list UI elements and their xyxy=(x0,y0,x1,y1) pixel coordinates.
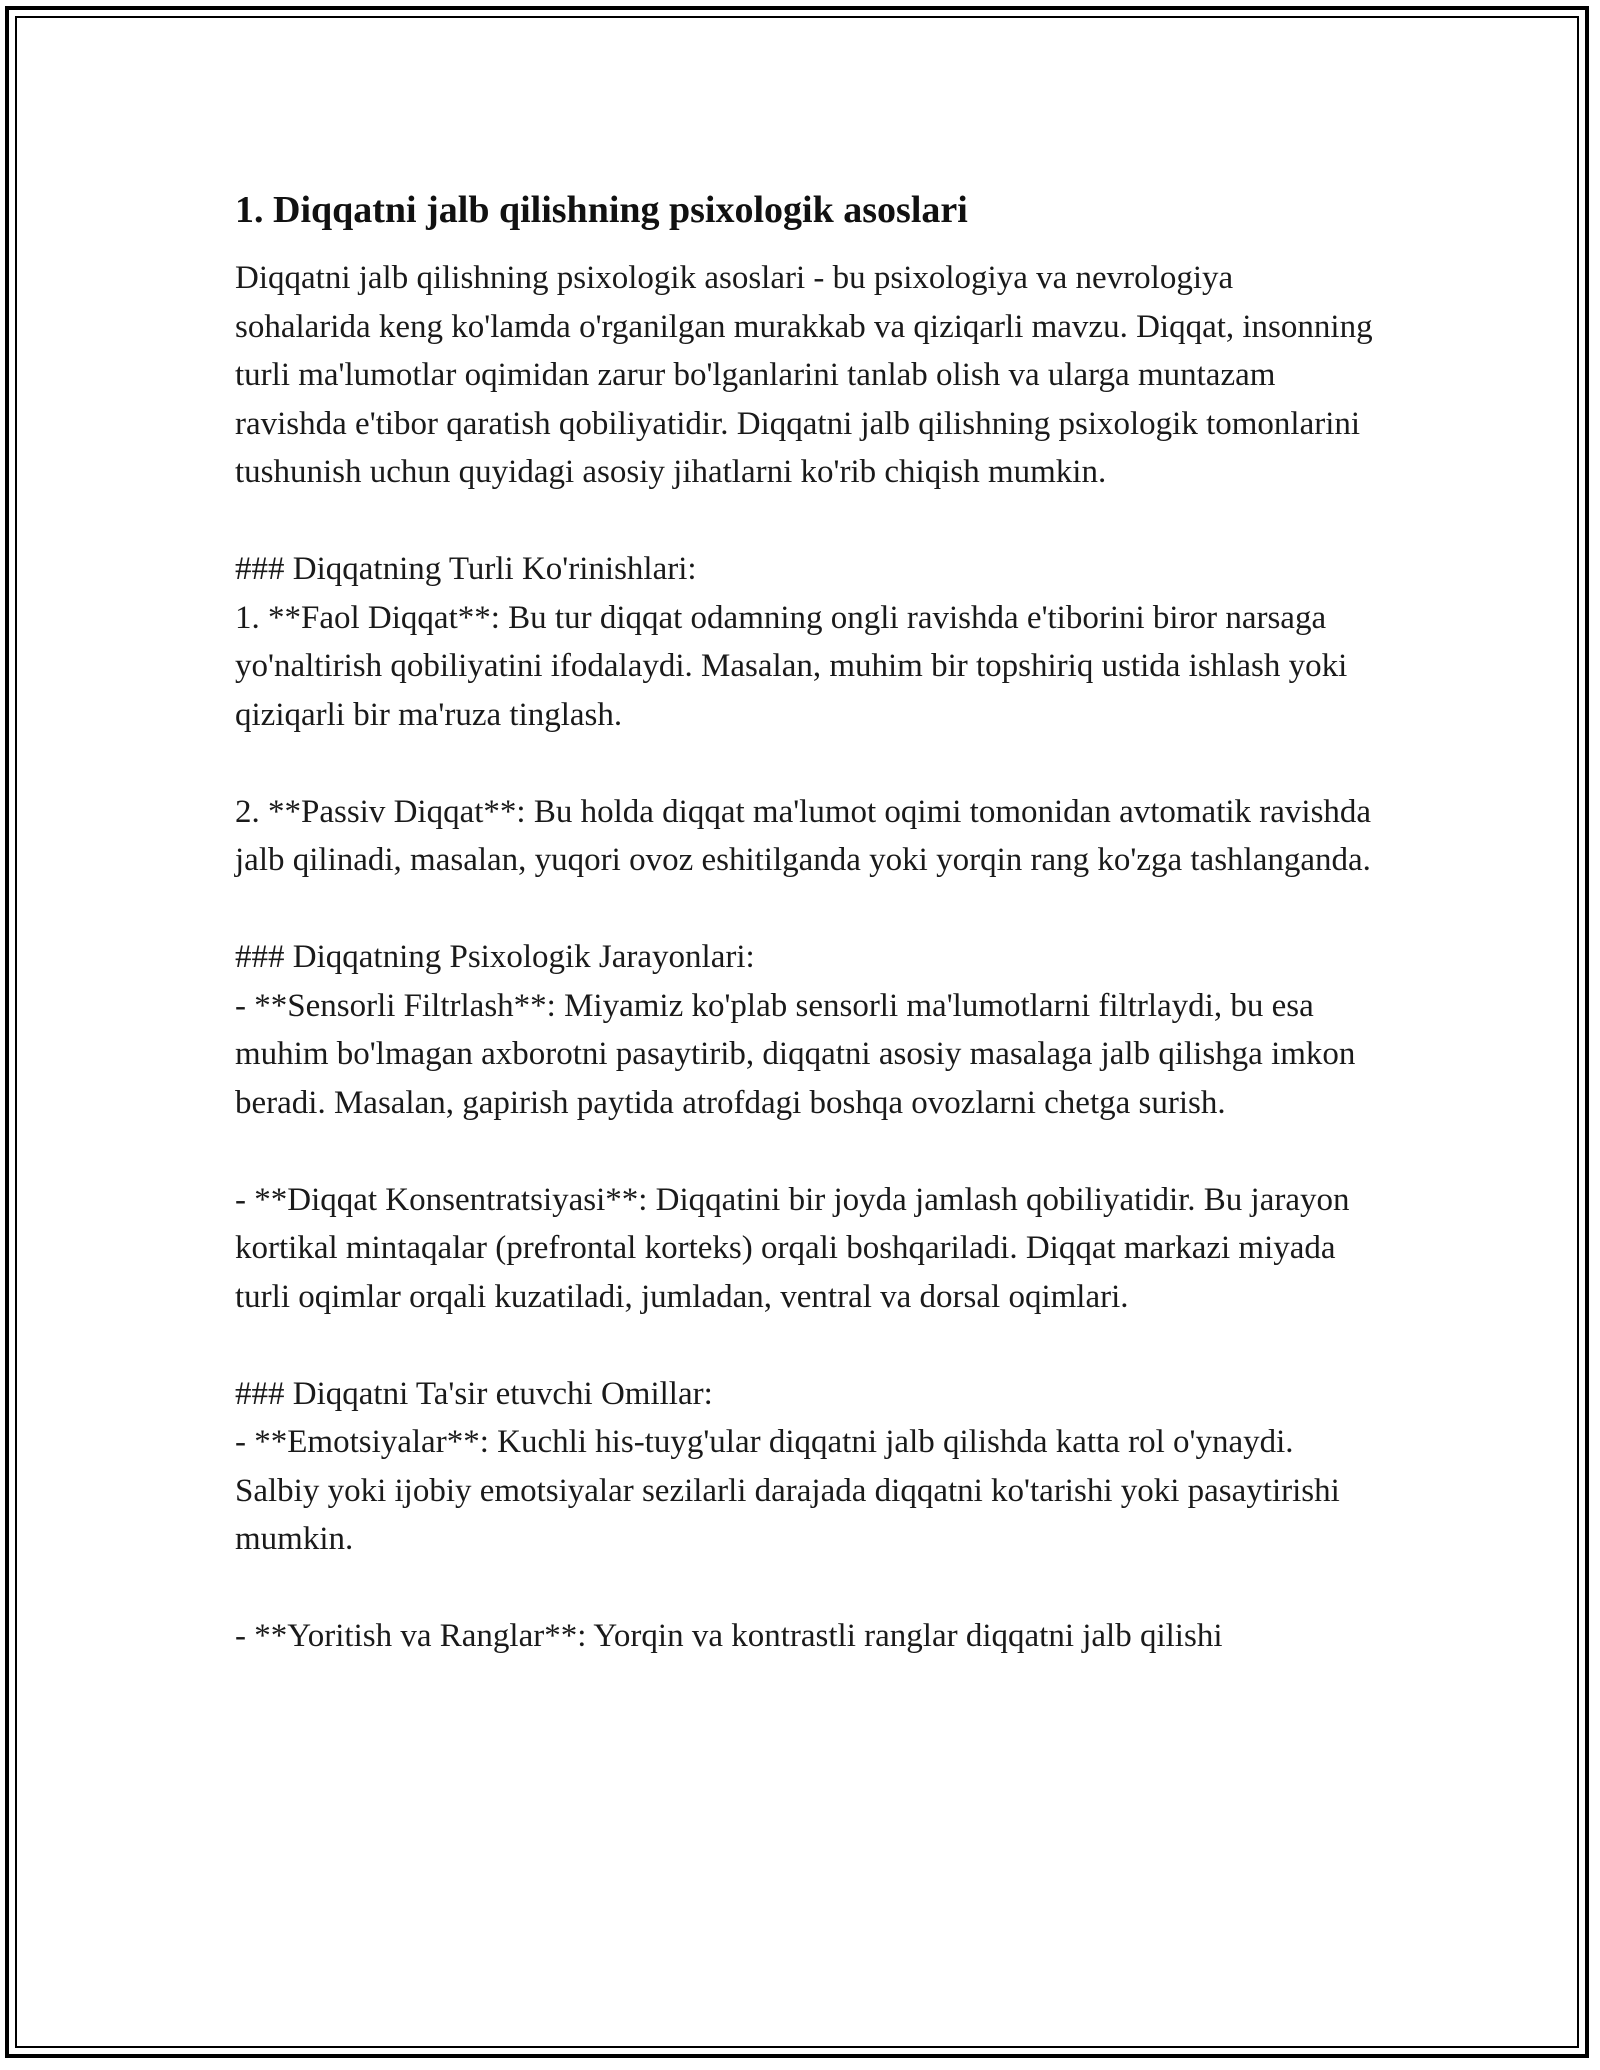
document-title: 1. Diqqatni jalb qilishning psixologik asoslari xyxy=(235,189,968,231)
paragraph-passive: 2. **Passiv Diqqat**: Bu holda diqqat ma'lumot oqimi tomonidan avtomatik ravishda jalb qilinadi, masalan, yuqori ovoz eshitilganda yoki yorqin rang ko'zga tashlanganda. xyxy=(235,793,1372,878)
paragraph-lighting-colors: - **Yoritish va Ranglar**: Yorqin va kontrastli ranglar diqqatni jalb qilishi xyxy=(235,1618,1223,1654)
document-body xyxy=(235,186,1375,1709)
paragraph-factors-emotions: ### Diqqatni Ta'sir etuvchi Omillar: - **Emotsiyalar**: Kuchli his-tuyg'ular diqqatni jalb qilishda katta rol o'ynaydi. Salbiy yoki ijobiy emotsiyalar sezilarli darajada diqqatni ko'tarishi yoki pasaytirishi mumkin. xyxy=(235,1375,1340,1557)
paragraph-processes-filtering: ### Diqqatning Psixologik Jarayonlari: - **Sensorli Filtrlash**: Miyamiz ko'plab sensorli ma'lumotlarni filtrlaydi, bu esa muhim bo'lmagan axborotni pasaytirib, diqqatni asosiy masalaga jalb qilishga imkon beradi. Masalan, gapirish paytida atrofdagi boshqa ovozlarni chetga surish. xyxy=(235,939,1356,1121)
paragraph-concentration: - **Diqqat Konsentratsiyasi**: Diqqatini bir joyda jamlash qobiliyatidir. Bu jarayon kortikal mintaqalar (prefrontal korteks) orqali boshqariladi. Diqqat markazi miyada turli oqimlar orqali kuzatiladi, jumladan, ventral va dorsal oqimlari. xyxy=(235,1181,1350,1315)
paragraph-types-active: ### Diqqatning Turli Ko'rinishlari: 1. **Faol Diqqat**: Bu tur diqqat odamning ongli ravishda e'tiborini biror narsaga yo'naltirish qobiliyatini ifodalaydi. Masalan, muhim bir topshiriq ustida ishlash yoki qiziqarli bir ma'ruza tinglash. xyxy=(235,551,1348,733)
paragraph-intro: Diqqatni jalb qilishning psixologik asoslari - bu psixologiya va nevrologiya sohalarida keng ko'lamda o'rganilgan murakkab va qiziqarli mavzu. Diqqat, insonning turli ma'lumotlar oqimidan zarur bo'lganlarini tanlab olish va ularga muntazam ravishda e'tibor qaratish qobiliyatidir. Diqqatni jalb qilishning psixologik tomonlarini tushunish uchun quyidagi asosiy jihatlarni ko'rib chiqish mumkin. xyxy=(235,260,1373,490)
